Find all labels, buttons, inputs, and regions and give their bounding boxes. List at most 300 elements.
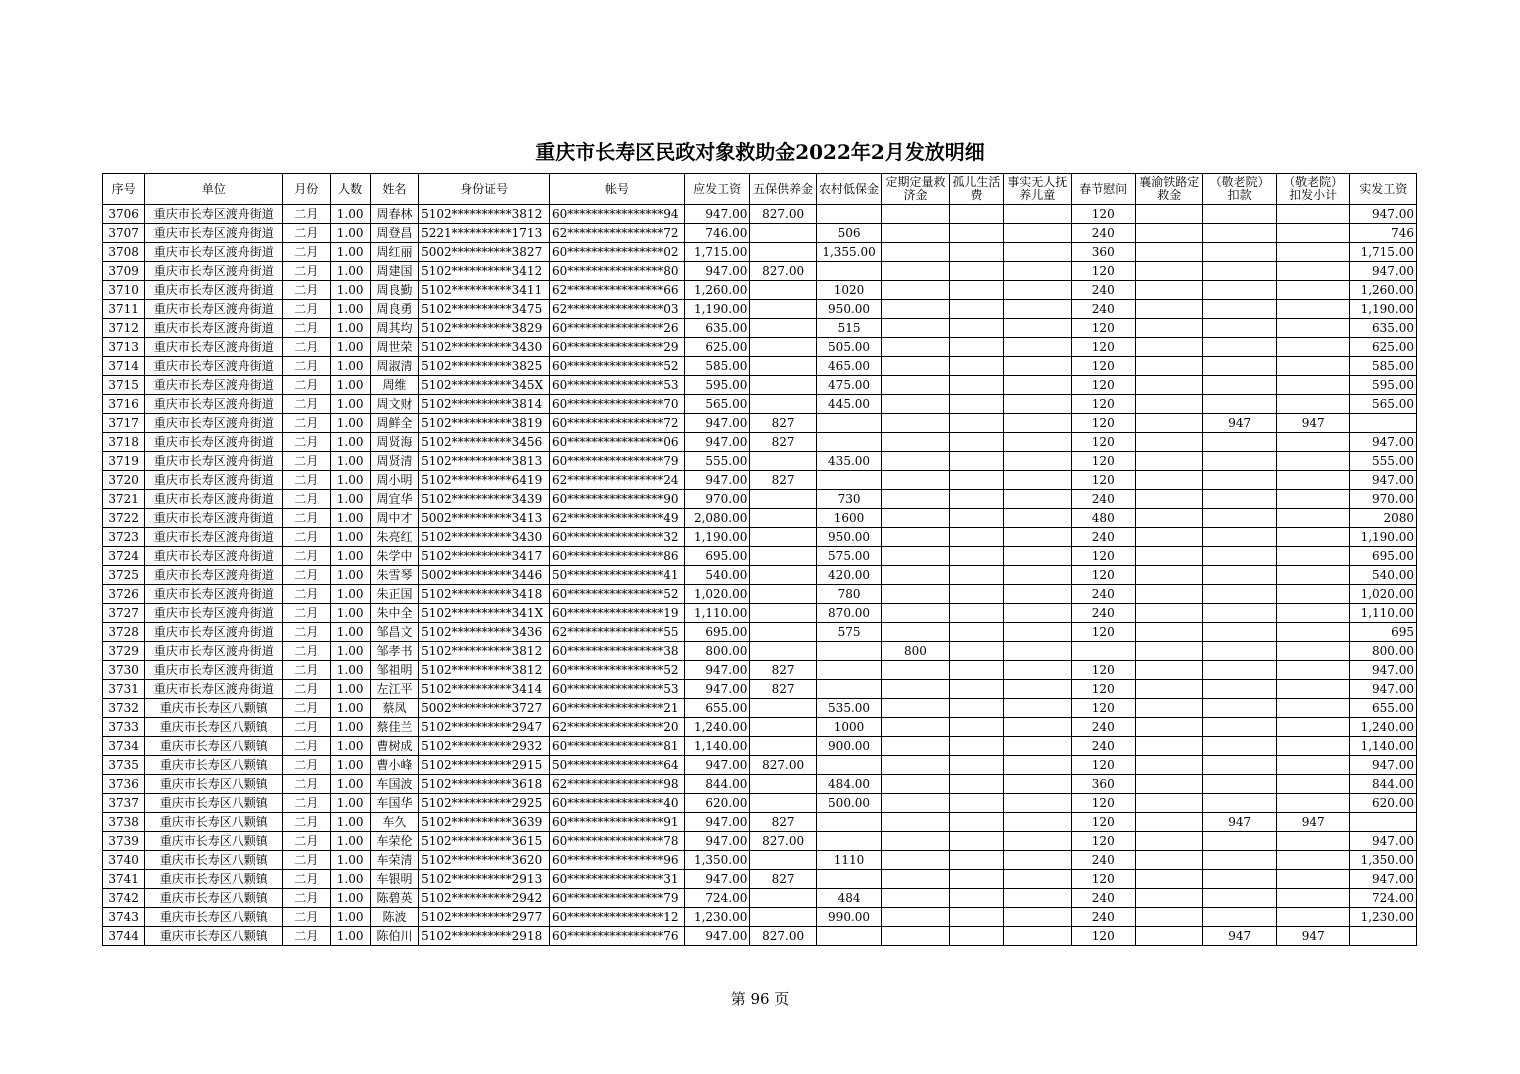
table-cell: 827.00: [750, 832, 816, 851]
table-cell: 5102**********3436: [419, 623, 550, 642]
table-cell: [1135, 927, 1202, 946]
table-cell: [1004, 338, 1071, 357]
table-cell: [1203, 908, 1277, 927]
table-cell: 重庆市长寿区渡舟街道: [145, 319, 283, 338]
table-cell: [1135, 547, 1202, 566]
table-cell: [1276, 832, 1350, 851]
table-cell: 1,140.00: [684, 737, 749, 756]
table-cell: 420.00: [816, 566, 881, 585]
column-header: 帐号: [550, 174, 685, 205]
table-cell: [1135, 224, 1202, 243]
table-cell: 车国波: [370, 775, 418, 794]
table-cell: 周良勤: [370, 281, 418, 300]
table-cell: 3713: [103, 338, 145, 357]
table-cell: 3718: [103, 433, 145, 452]
table-cell: 62****************49: [550, 509, 685, 528]
table-row: [103, 756, 1417, 775]
table-cell: 重庆市长寿区渡舟街道: [145, 433, 283, 452]
table-cell: [750, 490, 816, 509]
table-cell: 360: [1071, 243, 1135, 262]
table-cell: 827: [750, 414, 816, 433]
table-cell: 5102**********3414: [419, 680, 550, 699]
table-cell: 1.00: [330, 300, 370, 319]
table-cell: 1,110.00: [684, 604, 749, 623]
table-cell: [750, 623, 816, 642]
table-cell: [1004, 623, 1071, 642]
table-cell: 5102**********2915: [419, 756, 550, 775]
table-cell: 1,230.00: [684, 908, 749, 927]
table-cell: 重庆市长寿区渡舟街道: [145, 623, 283, 642]
column-header: （敬老院）扣款: [1203, 174, 1277, 205]
table-cell: 3736: [103, 775, 145, 794]
table-cell: 947: [1203, 813, 1277, 832]
table-cell: 1,240.00: [684, 718, 749, 737]
table-cell: [882, 699, 949, 718]
table-cell: 120: [1071, 566, 1135, 585]
table-cell: 1600: [816, 509, 881, 528]
table-cell: 5102**********2932: [419, 737, 550, 756]
table-cell: 5102**********3829: [419, 319, 550, 338]
table-cell: [949, 623, 1003, 642]
table-cell: [949, 338, 1003, 357]
table-body: [103, 205, 1417, 946]
table-cell: 240: [1071, 604, 1135, 623]
table-cell: [1276, 357, 1350, 376]
table-cell: 800.00: [684, 642, 749, 661]
table-cell: [949, 851, 1003, 870]
column-header: 姓名: [370, 174, 418, 205]
table-cell: [1135, 243, 1202, 262]
table-cell: 506: [816, 224, 881, 243]
table-cell: 3734: [103, 737, 145, 756]
table-cell: 3714: [103, 357, 145, 376]
table-cell: 947.00: [684, 471, 749, 490]
table-cell: 二月: [283, 338, 330, 357]
table-cell: [882, 623, 949, 642]
table-cell: 5102**********2947: [419, 718, 550, 737]
table-row: [103, 832, 1417, 851]
table-cell: [1004, 357, 1071, 376]
table-cell: 555.00: [1350, 452, 1417, 471]
table-cell: 3722: [103, 509, 145, 528]
table-cell: 947: [1203, 414, 1277, 433]
table-cell: 重庆市长寿区八颗镇: [145, 870, 283, 889]
table-cell: 540.00: [684, 566, 749, 585]
table-cell: [882, 376, 949, 395]
table-cell: 947.00: [684, 813, 749, 832]
table-cell: 二月: [283, 832, 330, 851]
table-cell: 484.00: [816, 775, 881, 794]
table-cell: 重庆市长寿区渡舟街道: [145, 490, 283, 509]
column-header: 春节慰问: [1071, 174, 1135, 205]
table-cell: 60****************52: [550, 661, 685, 680]
table-cell: 947.00: [684, 927, 749, 946]
table-cell: 二月: [283, 604, 330, 623]
table-cell: 240: [1071, 718, 1135, 737]
table-cell: 947.00: [1350, 471, 1417, 490]
table-cell: 62****************72: [550, 224, 685, 243]
table-cell: [882, 338, 949, 357]
table-row: [103, 680, 1417, 699]
table-cell: 3741: [103, 870, 145, 889]
table-cell: [882, 509, 949, 528]
table-cell: 240: [1071, 585, 1135, 604]
table-row: [103, 262, 1417, 281]
table-cell: [1135, 813, 1202, 832]
table-cell: 62****************24: [550, 471, 685, 490]
table-cell: 3717: [103, 414, 145, 433]
table-cell: 60****************79: [550, 889, 685, 908]
table-cell: [1276, 243, 1350, 262]
table-cell: 3707: [103, 224, 145, 243]
table-cell: 625.00: [684, 338, 749, 357]
table-cell: 827.00: [750, 262, 816, 281]
table-cell: [949, 376, 1003, 395]
table-cell: 120: [1071, 205, 1135, 224]
table-cell: 240: [1071, 908, 1135, 927]
table-cell: 3723: [103, 528, 145, 547]
table-cell: 60****************76: [550, 927, 685, 946]
table-cell: [1135, 319, 1202, 338]
table-cell: 62****************66: [550, 281, 685, 300]
table-cell: 535.00: [816, 699, 881, 718]
table-cell: [882, 851, 949, 870]
table-cell: [949, 490, 1003, 509]
table-cell: 240: [1071, 224, 1135, 243]
table-cell: 二月: [283, 300, 330, 319]
table-cell: [1135, 509, 1202, 528]
table-cell: 1.00: [330, 452, 370, 471]
table-cell: 周宜华: [370, 490, 418, 509]
table-cell: 周建国: [370, 262, 418, 281]
table-cell: 947: [1203, 927, 1277, 946]
table-cell: [750, 452, 816, 471]
table-cell: [1135, 623, 1202, 642]
table-cell: 3724: [103, 547, 145, 566]
table-cell: 565.00: [684, 395, 749, 414]
table-cell: [949, 509, 1003, 528]
table-cell: 5102**********2913: [419, 870, 550, 889]
table-cell: 240: [1071, 300, 1135, 319]
table-cell: 62****************98: [550, 775, 685, 794]
table-cell: 二月: [283, 851, 330, 870]
table-cell: [750, 376, 816, 395]
table-cell: [1004, 281, 1071, 300]
table-cell: [949, 471, 1003, 490]
table-cell: [1203, 889, 1277, 908]
table-cell: 二月: [283, 870, 330, 889]
table-cell: [750, 357, 816, 376]
table-cell: [882, 357, 949, 376]
table-cell: [1004, 452, 1071, 471]
table-cell: 1.00: [330, 376, 370, 395]
table-cell: [882, 927, 949, 946]
table-cell: [882, 718, 949, 737]
table-cell: [882, 756, 949, 775]
table-cell: 2,080.00: [684, 509, 749, 528]
table-cell: 5102**********3618: [419, 775, 550, 794]
table-cell: [750, 585, 816, 604]
table-cell: [882, 908, 949, 927]
table-cell: [1135, 642, 1202, 661]
table-cell: 505.00: [816, 338, 881, 357]
table-cell: [1135, 376, 1202, 395]
table-cell: 3726: [103, 585, 145, 604]
table-cell: [1135, 262, 1202, 281]
table-cell: 1.00: [330, 433, 370, 452]
table-cell: 二月: [283, 718, 330, 737]
table-cell: 780: [816, 585, 881, 604]
table-cell: [1004, 813, 1071, 832]
table-cell: 575: [816, 623, 881, 642]
table-row: [103, 547, 1417, 566]
table-cell: 1.00: [330, 851, 370, 870]
table-cell: 重庆市长寿区渡舟街道: [145, 585, 283, 604]
table-cell: 重庆市长寿区渡舟街道: [145, 262, 283, 281]
table-cell: 1,260.00: [684, 281, 749, 300]
table-cell: 120: [1071, 756, 1135, 775]
column-header: 应发工资: [684, 174, 749, 205]
table-cell: 60****************72: [550, 414, 685, 433]
table-cell: [949, 566, 1003, 585]
table-cell: [1135, 908, 1202, 927]
table-row: [103, 737, 1417, 756]
table-cell: 515: [816, 319, 881, 338]
table-cell: [750, 281, 816, 300]
table-row: [103, 699, 1417, 718]
table-cell: 车荣伦: [370, 832, 418, 851]
column-header: 五保供养金: [750, 174, 816, 205]
table-cell: 5102**********3814: [419, 395, 550, 414]
table-cell: 二月: [283, 395, 330, 414]
table-cell: 240: [1071, 737, 1135, 756]
table-cell: 周贤海: [370, 433, 418, 452]
table-cell: 1.00: [330, 528, 370, 547]
table-cell: 朱中全: [370, 604, 418, 623]
table-cell: 120: [1071, 699, 1135, 718]
table-cell: 1.00: [330, 870, 370, 889]
table-cell: [882, 680, 949, 699]
table-cell: 60****************81: [550, 737, 685, 756]
table-cell: [882, 813, 949, 832]
table-cell: [1203, 281, 1277, 300]
table-cell: [1135, 357, 1202, 376]
table-cell: 1,020.00: [1350, 585, 1417, 604]
table-cell: 3712: [103, 319, 145, 338]
table-cell: [816, 813, 881, 832]
table-cell: [1203, 566, 1277, 585]
table-cell: 3725: [103, 566, 145, 585]
table-cell: 120: [1071, 357, 1135, 376]
table-cell: [882, 528, 949, 547]
table-cell: 二月: [283, 509, 330, 528]
table-cell: 120: [1071, 395, 1135, 414]
table-cell: 60****************70: [550, 395, 685, 414]
table-cell: [1135, 851, 1202, 870]
table-cell: 724.00: [1350, 889, 1417, 908]
table-cell: [1276, 376, 1350, 395]
table-cell: 二月: [283, 623, 330, 642]
table-cell: [1135, 889, 1202, 908]
table-cell: 重庆市长寿区渡舟街道: [145, 414, 283, 433]
table-cell: 1.00: [330, 908, 370, 927]
table-cell: 1.00: [330, 414, 370, 433]
table-cell: 947.00: [1350, 756, 1417, 775]
table-cell: 5102**********3412: [419, 262, 550, 281]
table-cell: [1203, 376, 1277, 395]
table-cell: 60****************38: [550, 642, 685, 661]
table-row: [103, 604, 1417, 623]
table-cell: [816, 832, 881, 851]
table-cell: [1004, 433, 1071, 452]
table-cell: 827: [750, 661, 816, 680]
table-cell: [1276, 395, 1350, 414]
table-cell: [1203, 585, 1277, 604]
table-cell: 重庆市长寿区渡舟街道: [145, 281, 283, 300]
table-cell: 周世荣: [370, 338, 418, 357]
table-cell: 60****************26: [550, 319, 685, 338]
table-cell: 1.00: [330, 262, 370, 281]
table-cell: 970.00: [684, 490, 749, 509]
table-cell: 800: [882, 642, 949, 661]
table-cell: 二月: [283, 471, 330, 490]
table-cell: 5102**********2977: [419, 908, 550, 927]
table-cell: 1.00: [330, 775, 370, 794]
table-cell: 1.00: [330, 832, 370, 851]
table-cell: [1203, 433, 1277, 452]
table-cell: [1004, 718, 1071, 737]
table-cell: 5102**********3615: [419, 832, 550, 851]
table-cell: 484: [816, 889, 881, 908]
table-cell: 重庆市长寿区八颗镇: [145, 699, 283, 718]
table-cell: 1,715.00: [1350, 243, 1417, 262]
table-cell: [1135, 832, 1202, 851]
table-cell: 5102**********345X: [419, 376, 550, 395]
table-cell: [1004, 395, 1071, 414]
table-cell: [1203, 395, 1277, 414]
table-cell: 240: [1071, 281, 1135, 300]
table-cell: 二月: [283, 889, 330, 908]
table-cell: [1350, 927, 1417, 946]
table-cell: 60****************96: [550, 851, 685, 870]
table-row: [103, 395, 1417, 414]
table-cell: 重庆市长寿区渡舟街道: [145, 604, 283, 623]
table-cell: 二月: [283, 490, 330, 509]
table-cell: [750, 528, 816, 547]
table-cell: 60****************19: [550, 604, 685, 623]
table-cell: 3730: [103, 661, 145, 680]
table-cell: [1276, 661, 1350, 680]
table-cell: 5102**********3456: [419, 433, 550, 452]
table-row: [103, 509, 1417, 528]
table-cell: 695.00: [684, 623, 749, 642]
table-cell: 5102**********3825: [419, 357, 550, 376]
table-cell: [1276, 870, 1350, 889]
table-cell: [816, 642, 881, 661]
table-cell: [1135, 300, 1202, 319]
table-cell: [949, 414, 1003, 433]
table-cell: 3710: [103, 281, 145, 300]
page-number: 第 96 页: [730, 990, 790, 1008]
table-cell: 1.00: [330, 623, 370, 642]
table-cell: [750, 699, 816, 718]
table-cell: 3715: [103, 376, 145, 395]
table-cell: 695.00: [684, 547, 749, 566]
table-cell: 3709: [103, 262, 145, 281]
table-cell: 5002**********3827: [419, 243, 550, 262]
table-row: [103, 794, 1417, 813]
table-cell: 二月: [283, 585, 330, 604]
table-cell: 3719: [103, 452, 145, 471]
table-cell: 947.00: [684, 433, 749, 452]
table-cell: 陈碧英: [370, 889, 418, 908]
table-cell: 1.00: [330, 927, 370, 946]
table-cell: 朱雪琴: [370, 566, 418, 585]
table-cell: 二月: [283, 566, 330, 585]
table-cell: 5102**********2942: [419, 889, 550, 908]
table-cell: 1.00: [330, 490, 370, 509]
table-cell: 朱学中: [370, 547, 418, 566]
table-cell: [949, 262, 1003, 281]
table-cell: 二月: [283, 281, 330, 300]
table-cell: [1004, 243, 1071, 262]
table-cell: 重庆市长寿区渡舟街道: [145, 376, 283, 395]
table-cell: 3727: [103, 604, 145, 623]
table-cell: 3729: [103, 642, 145, 661]
table-cell: [1135, 414, 1202, 433]
table-cell: [1203, 832, 1277, 851]
table-cell: [882, 566, 949, 585]
table-cell: 陈波: [370, 908, 418, 927]
table-cell: [1203, 794, 1277, 813]
table-cell: 重庆市长寿区渡舟街道: [145, 680, 283, 699]
table-cell: [750, 794, 816, 813]
table-row: [103, 870, 1417, 889]
table-cell: 5102**********3418: [419, 585, 550, 604]
table-cell: 5002**********3446: [419, 566, 550, 585]
table-cell: 120: [1071, 319, 1135, 338]
table-cell: [1203, 851, 1277, 870]
table-cell: 曹树成: [370, 737, 418, 756]
table-cell: [882, 832, 949, 851]
table-cell: 947.00: [684, 756, 749, 775]
table-cell: 575.00: [816, 547, 881, 566]
table-cell: 重庆市长寿区八颗镇: [145, 775, 283, 794]
table-cell: [949, 794, 1003, 813]
table-cell: 1,355.00: [816, 243, 881, 262]
column-header: 孤儿生活费: [949, 174, 1003, 205]
table-cell: [949, 528, 1003, 547]
table-cell: [1135, 775, 1202, 794]
table-cell: [750, 224, 816, 243]
table-cell: [1276, 585, 1350, 604]
table-cell: [750, 604, 816, 623]
table-cell: 重庆市长寿区渡舟街道: [145, 452, 283, 471]
table-cell: [1004, 851, 1071, 870]
table-cell: [1004, 224, 1071, 243]
table-cell: 480: [1071, 509, 1135, 528]
table-cell: [1203, 471, 1277, 490]
table-cell: [1004, 870, 1071, 889]
table-cell: 3740: [103, 851, 145, 870]
table-cell: 870.00: [816, 604, 881, 623]
table-row: [103, 490, 1417, 509]
table-cell: 1.00: [330, 357, 370, 376]
table-cell: 1,260.00: [1350, 281, 1417, 300]
table-cell: 3720: [103, 471, 145, 490]
table-cell: 二月: [283, 319, 330, 338]
table-cell: 3735: [103, 756, 145, 775]
